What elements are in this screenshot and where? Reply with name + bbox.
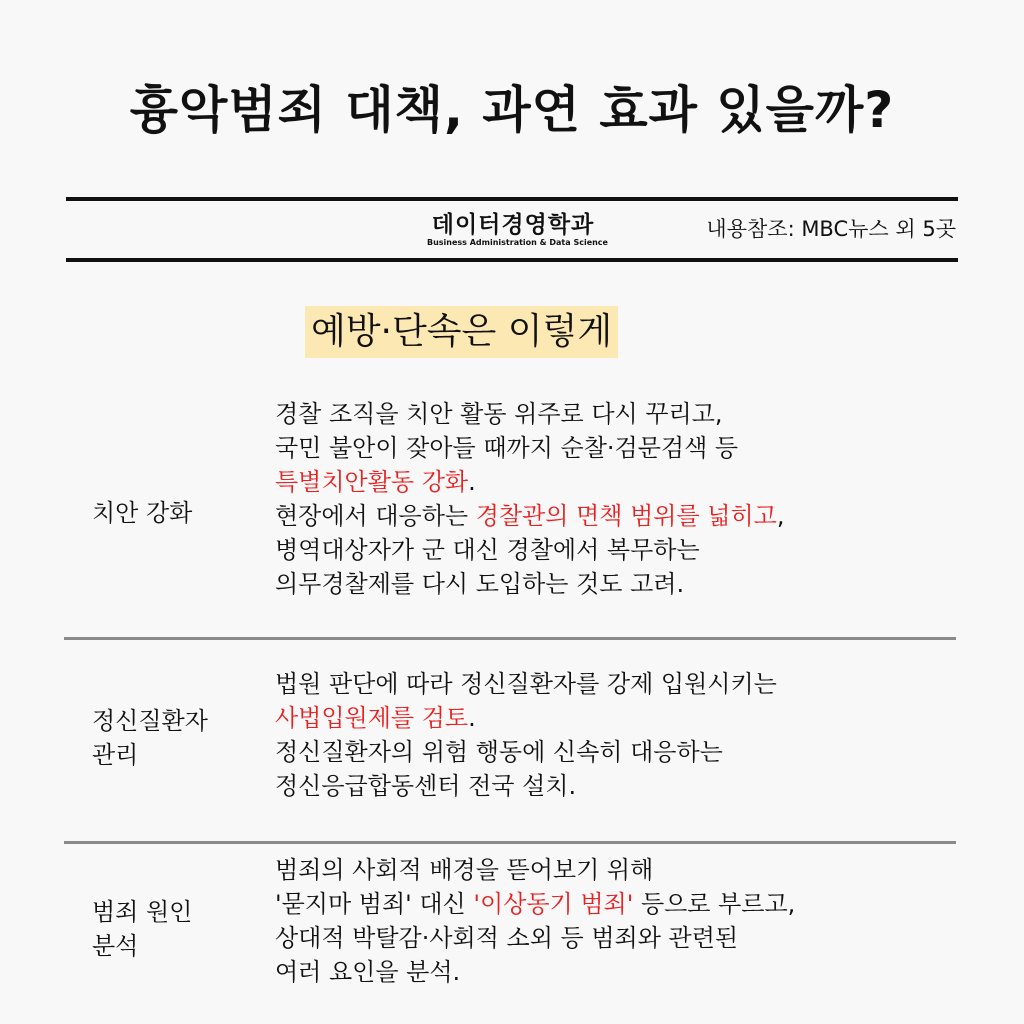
row-text-security <box>275 397 784 601</box>
text-line: 여러 요인을 분석. <box>275 958 461 986</box>
page-title: 흉악범죄 대책, 과연 효과 있을까? <box>129 81 895 139</box>
row-label-mental-health: 정신질환자 관리 <box>92 707 208 769</box>
text-line: 국민 불안이 잦아들 때까지 순찰·검문검색 등 <box>275 434 739 462</box>
source-note: 내용참조: MBC뉴스 외 5곳 <box>706 217 956 241</box>
row-label-security: 치안 강화 <box>92 499 193 527</box>
text-line: 정신질환자의 위험 행동에 신속히 대응하는 <box>275 738 723 766</box>
text-line: 경찰 조직을 치안 활동 위주로 다시 꾸리고, <box>275 400 723 428</box>
highlight-text: 사법입원제를 검토 <box>275 704 469 732</box>
row-text-mental-health <box>275 667 777 803</box>
text-line: 범죄의 사회적 배경을 뜯어보기 위해 <box>275 856 654 884</box>
text-line: '묻지마 범죄' 대신 '이상동기 범죄' 등으로 부르고, <box>275 890 796 918</box>
brand-name: 데이터경영학과 <box>431 212 595 238</box>
text-line: 법원 판단에 따라 정신질환자를 강제 입원시키는 <box>275 670 777 698</box>
highlight-text: '이상동기 범죄' <box>473 890 634 918</box>
row-label-crime-analysis: 범죄 원인 분석 <box>92 898 193 960</box>
text-line: 상대적 박탈감·사회적 소외 등 범죄와 관련된 <box>275 924 739 952</box>
text-line: 현장에서 대응하는 경찰관의 면책 범위를 넓히고, <box>275 502 785 530</box>
brand-subtitle: Business Administration & Data Science <box>427 238 608 247</box>
row-divider <box>64 637 956 640</box>
highlight-text: 경찰관의 면책 범위를 넓히고 <box>475 502 777 530</box>
text-line: 의무경찰제를 다시 도입하는 것도 고려. <box>275 570 685 598</box>
text-line: 사법입원제를 검토. <box>275 704 476 732</box>
text-line: 병역대상자가 군 대신 경찰에서 복무하는 <box>275 536 700 564</box>
row-divider <box>64 841 956 844</box>
text-line: 정신응급합동센터 전국 설치. <box>275 772 577 800</box>
highlight-text: 특별치안활동 강화 <box>275 468 469 496</box>
header-top-rule <box>66 197 958 201</box>
text-line: 특별치안활동 강화. <box>275 468 476 496</box>
section-subtitle: 예방·단속은 이렇게 <box>305 306 618 358</box>
row-text-crime-analysis <box>275 853 795 989</box>
brand-logo <box>427 212 608 248</box>
header-bottom-rule <box>66 258 958 262</box>
